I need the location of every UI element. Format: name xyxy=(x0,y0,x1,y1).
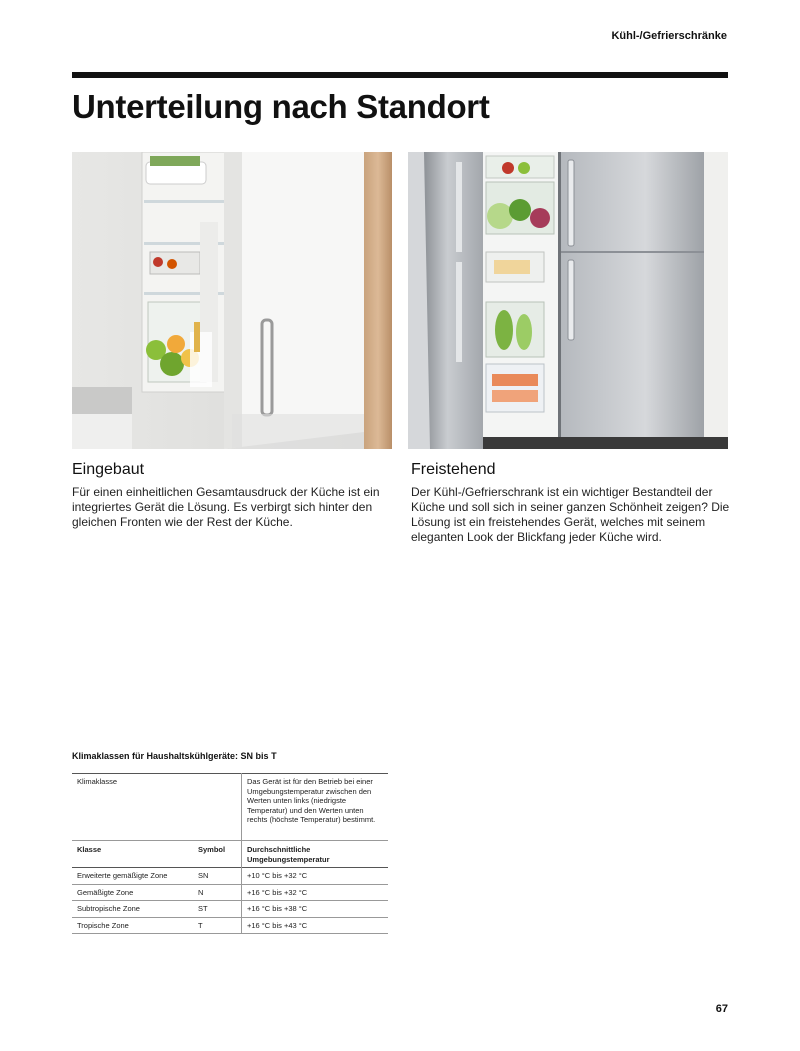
row-class: Gemäßigte Zone xyxy=(77,887,134,897)
built-in-text: Für einen einheitlichen Gesamtausdruck der Küche ist ein integriertes Gerät die Lösung. Es verbirgt sich hinter den gleichen Fronten wie der Rest der Küche. xyxy=(72,485,380,529)
page-number: 67 xyxy=(715,1003,728,1015)
table-header-row xyxy=(72,841,388,868)
freestanding-fridge-photo xyxy=(408,152,728,449)
freestanding-heading: Freistehend xyxy=(411,461,496,478)
climate-table-title: Klimaklassen für Haushaltskühlgeräte: SN bis T xyxy=(72,751,277,761)
row-temperature: +16 °C bis +32 °C xyxy=(242,884,389,901)
built-in-fridge-photo xyxy=(72,152,392,449)
row-class: Erweiterte gemäßigte Zone xyxy=(77,871,168,880)
row-temperature: +16 °C bis +38 °C xyxy=(242,901,389,918)
intro-label: Klimaklasse xyxy=(72,774,242,841)
table-row xyxy=(72,901,388,918)
row-symbol: ST xyxy=(193,901,242,918)
freestanding-text: Der Kühl-/Gefrierschrank ist ein wichtiger Bestandteil der Küche und soll sich in seiner ganzen Schönheit zeigen? Die Lösung ist ein freistehendes Gerät, welches mit seinem eleganten Look der Blickfang jeder Küche wird. xyxy=(411,485,730,544)
header-rule xyxy=(72,72,728,78)
row-symbol: SN xyxy=(193,868,242,885)
row-class: Tropische Zone xyxy=(77,920,129,930)
climate-class-table xyxy=(72,773,388,934)
row-temperature: +10 °C bis +32 °C xyxy=(242,868,389,885)
row-temperature: +16 °C bis +43 °C xyxy=(242,917,389,934)
row-symbol: N xyxy=(193,884,242,901)
header-temperature: Durchschnittliche Umgebungstemperatur xyxy=(242,841,389,868)
built-in-heading: Eingebaut xyxy=(72,461,145,478)
page-title: Unterteilung nach Standort xyxy=(72,88,490,125)
section-label: Kühl-/Gefrierschränke xyxy=(611,30,727,42)
table-row xyxy=(72,884,388,901)
freestanding-column xyxy=(411,461,731,545)
header-class: Klasse xyxy=(77,845,102,854)
built-in-column xyxy=(72,461,392,530)
table-row xyxy=(72,868,388,885)
header-symbol: Symbol xyxy=(193,841,242,868)
row-class: Subtropische Zone xyxy=(77,904,140,913)
table-intro-row xyxy=(72,774,388,841)
intro-text: Das Gerät ist für den Betrieb bei einer Umgebungstemperatur zwischen den Werten unten links (niedrigste Temperatur) und den Werten unten rechts (höchste Temperatur) bestimmt. xyxy=(242,774,389,841)
table-row xyxy=(72,917,388,934)
row-symbol: T xyxy=(193,917,242,934)
